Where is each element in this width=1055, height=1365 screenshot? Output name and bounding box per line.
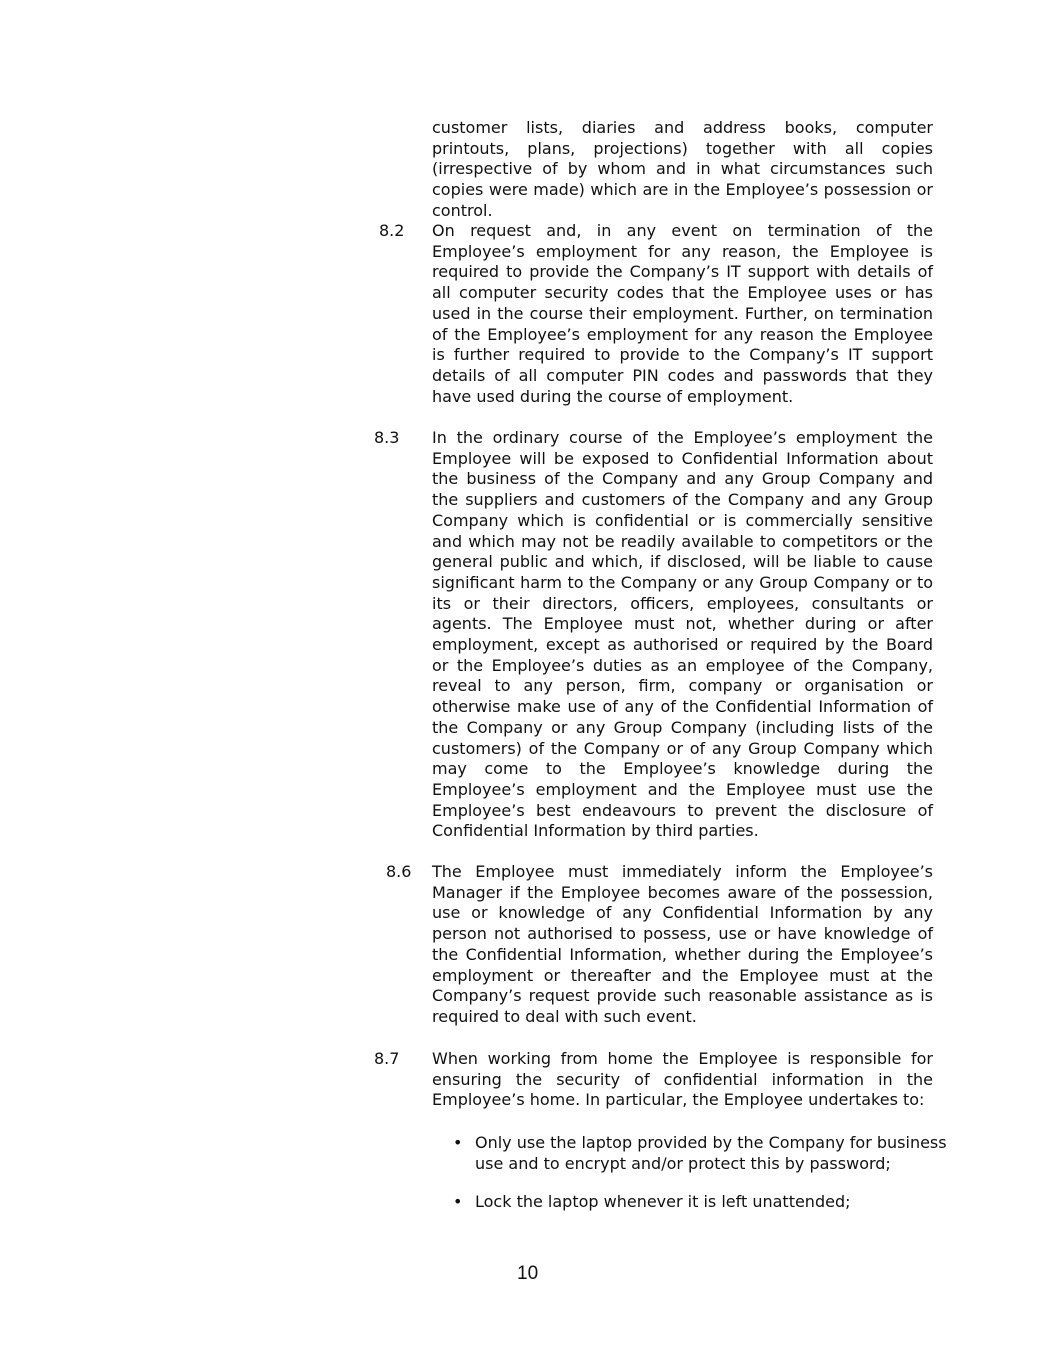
clause-text-8-7: When working from home the Employee is responsible for ensuring the security of confidential information in the Employee’s home. In particular, the Employee undertakes to: — [432, 1049, 933, 1110]
clause-number-8-7: 8.7 — [374, 1049, 400, 1068]
clause-text-8-6: The Employee must immediately inform the Employee’s Manager if the Employee becomes aware of the possession, use or knowledge of any Confidential Information by any person not authorised to possess, use or have knowledge of the Confidential Information, whether during the Employee’s employment or thereafter and the Employee must at the Company’s request provide such reasonable assistance as is required to deal with such event. — [432, 862, 933, 1026]
bullet-marker: • — [453, 1133, 463, 1152]
bullet-item-lock-laptop: Lock the laptop whenever it is left unattended; — [475, 1192, 851, 1211]
continuation-paragraph: customer lists, diaries and address books, computer printouts, plans, projections) together with all copies (irrespective of by whom and in what circumstances such copies were made) which are in the Employee’s possession or control. — [432, 118, 933, 220]
clause-number-8-2: 8.2 — [379, 221, 405, 240]
clause-text-8-3: In the ordinary course of the Employee’s employment the Employee will be exposed to Confidential Information about the business of the Company and any Group Company and the suppliers and customers of the Company and any Group Company which is confidential or is commercially sensitive and which may not be readily available to competitors or the general public and which, if disclosed, will be liable to cause significant harm to the Company or any Group Company or to its or their directors, officers, employees, consultants or agents. The Employee must not, whether during or after employment, except as authorised or required by the Board or the Employee’s duties as an employee of the Company, reveal to any person, firm, company or organisation or otherwise make use of any of the Confidential Information of the Company or any Group Company (including lists of the customers) of the Company or of any Group Company which may come to the Employee’s knowledge during the Employee’s employment and the Employee must use the Employee’s best endeavours to prevent the disclosure of Confidential Information by third parties. — [432, 428, 933, 841]
page-number: 10 — [517, 1263, 539, 1284]
bullet-item-laptop-use: Only use the laptop provided by the Company for business use and to encrypt and/or protect this by password; — [475, 1133, 947, 1173]
clause-number-8-3: 8.3 — [374, 428, 400, 447]
bullet-marker: • — [453, 1192, 463, 1211]
clause-number-8-6: 8.6 — [386, 862, 412, 881]
clause-text-8-2: On request and, in any event on termination of the Employee’s employment for any reason, the Employee is required to provide the Company’s IT support with details of all computer security codes that the Employee uses or has used in the course their employment. Further, on termination of the Employee’s employment for any reason the Employee is further required to provide to the Company’s IT support details of all computer PIN codes and passwords that they have used during the course of employment. — [432, 221, 933, 406]
